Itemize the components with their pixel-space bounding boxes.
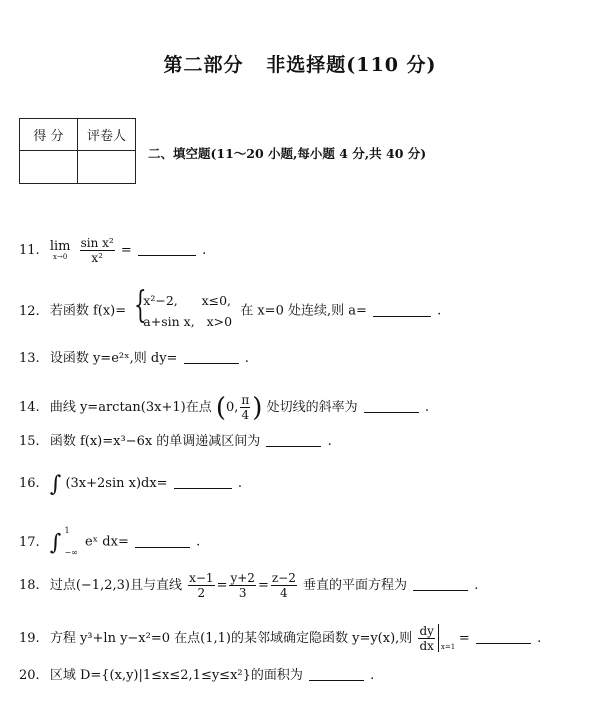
question-text: 曲线 y=arctan(3x+1)在点 bbox=[49, 400, 212, 415]
equals-sign: = bbox=[216, 578, 228, 593]
score-header: 得 分 bbox=[20, 119, 78, 151]
question-number: 15. bbox=[19, 434, 40, 449]
question-17 bbox=[19, 520, 200, 564]
fraction: $\frac{dy}{dx}$ bbox=[419, 624, 434, 653]
period: . bbox=[237, 476, 242, 491]
question-text: 在 x=0 处连续,则 a= bbox=[240, 303, 367, 319]
score-cell[interactable] bbox=[20, 151, 78, 184]
section-title: 二、填空题(11～20 小题,每小题 4 分,共 40 分) bbox=[148, 146, 427, 161]
fraction: $\frac{x-1}{2}$ bbox=[189, 571, 214, 600]
grader-cell[interactable] bbox=[78, 151, 136, 184]
question-number: 13. bbox=[19, 351, 40, 366]
fraction: $\frac{z-2}{4}$ bbox=[271, 571, 296, 600]
period: . bbox=[202, 243, 207, 258]
period: . bbox=[474, 578, 479, 593]
answer-blank[interactable] bbox=[135, 535, 190, 548]
piecewise-function: { x²−2, x≤0, a+sin x, x>0 bbox=[134, 285, 233, 329]
question-19 bbox=[19, 624, 541, 653]
question-14 bbox=[19, 393, 429, 422]
answer-blank[interactable] bbox=[309, 668, 364, 681]
grader-header: 评卷人 bbox=[78, 119, 136, 151]
period: . bbox=[244, 351, 249, 366]
answer-blank[interactable] bbox=[364, 400, 419, 413]
question-12 bbox=[19, 285, 442, 332]
question-number: 16. bbox=[19, 476, 40, 491]
answer-blank[interactable] bbox=[476, 631, 531, 644]
question-13 bbox=[19, 351, 249, 367]
equals-sign: = bbox=[458, 631, 470, 646]
question-number: 18. bbox=[19, 578, 40, 593]
page-title: 第二部分 非选择题(110 分) bbox=[163, 54, 437, 76]
equals-sign: = bbox=[257, 578, 269, 593]
period: . bbox=[370, 668, 375, 683]
point-coord: 0, bbox=[226, 400, 239, 415]
question-text: eˣ dx= bbox=[84, 534, 129, 550]
period: . bbox=[196, 534, 201, 550]
answer-blank[interactable] bbox=[413, 578, 468, 591]
question-20 bbox=[19, 668, 374, 684]
integral-icon: ∫ bbox=[49, 530, 62, 556]
question-number: 12. bbox=[19, 303, 40, 319]
left-paren: ( bbox=[215, 393, 226, 423]
fraction: $\frac{y+2}{3}$ bbox=[230, 571, 255, 600]
period: . bbox=[327, 434, 332, 449]
question-text: 若函数 f(x)= bbox=[49, 303, 127, 319]
question-number: 14. bbox=[19, 400, 40, 415]
answer-blank[interactable] bbox=[266, 434, 321, 447]
question-number: 20. bbox=[19, 668, 40, 683]
period: . bbox=[424, 400, 430, 415]
question-text: 过点(−1,2,3)且与直线 bbox=[49, 578, 182, 593]
integral-icon: ∫ bbox=[49, 472, 62, 497]
question-text: 垂直的平面方程为 bbox=[303, 578, 408, 593]
answer-blank[interactable] bbox=[174, 476, 232, 489]
period: . bbox=[537, 631, 542, 646]
answer-blank[interactable] bbox=[184, 351, 239, 364]
question-text: 设函数 y=e²ˣ,则 dy= bbox=[49, 351, 178, 366]
question-15 bbox=[19, 434, 332, 450]
limit-operator: lim x→0 bbox=[49, 239, 71, 261]
answer-blank[interactable] bbox=[138, 243, 196, 256]
question-text: 处切线的斜率为 bbox=[266, 400, 358, 415]
question-text: 区域 D={(x,y)|1≤x≤2,1≤y≤x²}的面积为 bbox=[49, 668, 303, 683]
question-18 bbox=[19, 571, 478, 600]
question-number: 11. bbox=[19, 243, 40, 258]
right-paren: ) bbox=[252, 393, 263, 423]
period: . bbox=[437, 303, 442, 319]
evaluation-bar: x=1 bbox=[438, 624, 457, 652]
question-11 bbox=[19, 236, 206, 265]
brace-icon: { bbox=[134, 285, 147, 326]
question-number: 19. bbox=[19, 631, 40, 646]
fraction: $\frac{\pi}{4}$ bbox=[241, 393, 250, 422]
question-number: 17. bbox=[19, 534, 40, 550]
answer-blank[interactable] bbox=[373, 304, 431, 317]
question-text: (3x+2sin x)dx= bbox=[65, 476, 168, 491]
score-table bbox=[19, 118, 136, 184]
equals-sign: = bbox=[120, 243, 132, 258]
question-text: 函数 f(x)=x³−6x 的单调递减区间为 bbox=[49, 434, 261, 449]
integral-bounds: 1 −∞ bbox=[64, 526, 78, 557]
question-text: 方程 y³+ln y−x²=0 在点(1,1)的某邻域确定隐函数 y=y(x),则 bbox=[49, 631, 413, 646]
question-16 bbox=[19, 472, 242, 497]
fraction: $\frac{\text{sin x²}}{\text{x²}}$ bbox=[80, 236, 114, 265]
